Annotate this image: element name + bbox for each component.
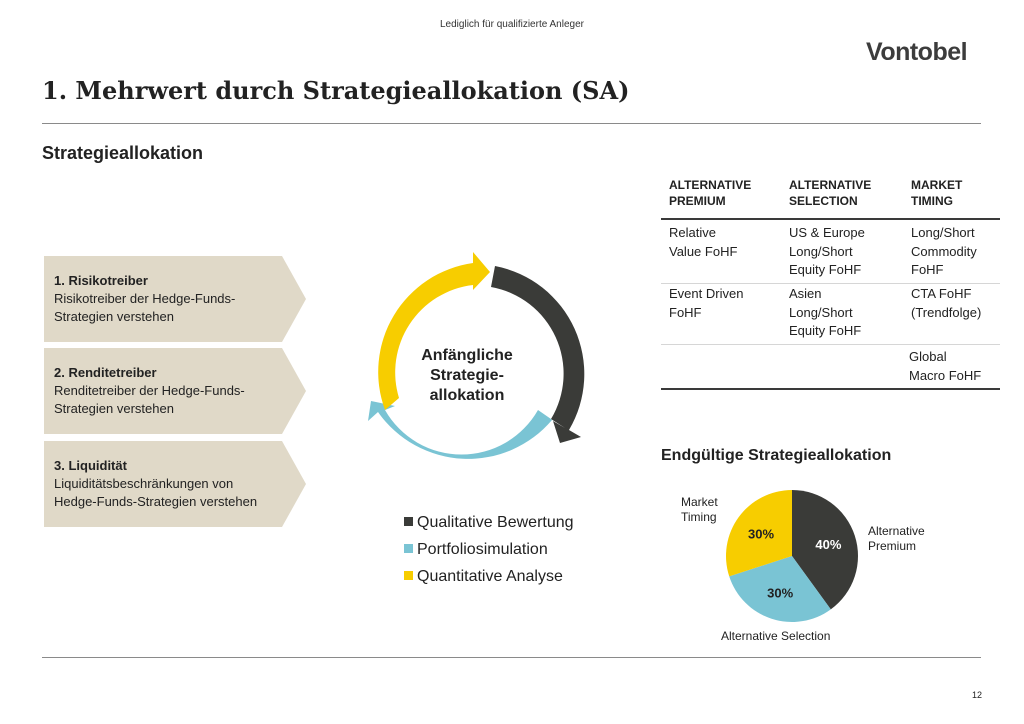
header-line: PREMIUM — [669, 194, 726, 208]
header-line: ALTERNATIVE — [789, 178, 872, 192]
page-number: 12 — [971, 690, 982, 700]
table-cell — [669, 285, 743, 322]
cell-line: FoHF — [911, 262, 944, 277]
label-line: Alternative Selection — [721, 629, 831, 643]
label-line: Timing — [681, 510, 717, 524]
step-desc-line: Hedge-Funds-Strategien verstehen — [54, 494, 258, 509]
cycle-legend — [404, 514, 574, 586]
cycle-center-line: Anfängliche — [421, 347, 513, 364]
table-cell — [669, 224, 737, 261]
step-return-drivers — [44, 348, 306, 434]
legend-swatch — [404, 544, 413, 553]
step-desc-line: Strategien verstehen — [54, 401, 174, 416]
step-text — [54, 457, 257, 511]
header-line: MARKET — [911, 178, 963, 192]
header-line: TIMING — [911, 194, 953, 208]
label-line: Market — [681, 495, 718, 509]
step-text — [54, 272, 235, 326]
legend-item — [404, 568, 574, 586]
cell-line: CTA FoHF — [911, 286, 972, 301]
cell-line: (Trendfolge) — [911, 304, 982, 320]
simulation-arc — [368, 401, 552, 459]
legend-swatch — [404, 517, 413, 526]
step-heading: 2. Renditetreiber — [54, 365, 157, 380]
step-risk-drivers — [44, 256, 306, 342]
footer-divider — [42, 657, 981, 658]
pie-label-market-timing — [681, 495, 718, 525]
header-line: ALTERNATIVE — [669, 178, 752, 192]
pie-label-alternative-selection — [721, 629, 830, 644]
table-cell — [911, 285, 981, 322]
slice-market-timing-value-label: 30% — [748, 526, 775, 542]
table-header — [789, 177, 871, 209]
title-divider — [42, 123, 981, 124]
table-row-rule — [661, 283, 1000, 284]
table-header — [669, 177, 751, 209]
cell-line: Value FoHF — [669, 243, 738, 259]
cell-line: US & Europe — [789, 225, 865, 240]
cell-line: Equity FoHF — [789, 262, 862, 277]
legend-swatch — [404, 571, 413, 580]
legend-item — [404, 514, 574, 532]
cell-line: Long/Short — [789, 304, 853, 320]
table-header — [911, 177, 962, 209]
slice-alternative-selection-value-label: 30% — [767, 585, 794, 601]
table-header-rule — [661, 218, 1000, 220]
table-cell — [789, 224, 865, 280]
legend-label: Quantitative Analyse — [417, 568, 563, 585]
pie-label-alternative-premium — [868, 524, 925, 554]
step-heading: 1. Risikotreiber — [54, 273, 148, 288]
section-subtitle: Strategieallokation — [42, 143, 204, 163]
cell-line: Global — [909, 349, 947, 364]
table-bottom-rule — [661, 388, 1000, 390]
legend-label: Qualitative Bewertung — [417, 514, 574, 531]
cell-line: Asien — [789, 286, 822, 301]
table-cell — [909, 348, 981, 385]
step-desc-line: Liquiditätsbeschränkungen von — [54, 476, 234, 491]
cycle-center-line: Strategie- — [430, 367, 504, 384]
cell-line: Event Driven — [669, 286, 744, 301]
table-row-rule — [661, 344, 1000, 345]
header-line: SELECTION — [789, 194, 858, 208]
cell-line: Long/Short — [789, 243, 853, 259]
table-cell — [789, 285, 861, 341]
page-title: 1. Mehrwert durch Strategieallokation (SA) — [42, 76, 630, 105]
cycle-diagram — [355, 240, 595, 490]
step-desc-line: Risikotreiber der Hedge-Funds- — [54, 291, 236, 306]
table-cell — [911, 224, 977, 280]
step-desc-line: Strategien verstehen — [54, 309, 174, 324]
allocation-pie-chart — [720, 488, 864, 628]
step-text — [54, 364, 245, 418]
cell-line: Commodity — [911, 243, 977, 259]
label-line: Premium — [868, 539, 917, 553]
label-line: Alternative — [868, 524, 925, 538]
legend-label: Portfoliosimulation — [417, 541, 548, 558]
step-desc-line: Renditetreiber der Hedge-Funds- — [54, 383, 245, 398]
disclaimer-text: Lediglich für qualifizierte Anleger — [440, 19, 584, 30]
cell-line: FoHF — [669, 304, 702, 320]
cell-line: Long/Short — [911, 225, 975, 240]
cell-line: Relative — [669, 225, 716, 240]
pie-chart-title: Endgültige Strategieallokation — [661, 447, 892, 464]
legend-item — [404, 541, 574, 559]
cycle-center-line: allokation — [429, 387, 505, 404]
slice-alternative-premium-value-label: 40% — [815, 537, 842, 553]
cell-line: Equity FoHF — [789, 323, 862, 338]
step-heading: 3. Liquidität — [54, 458, 127, 473]
step-liquidity — [44, 441, 306, 527]
cell-line: Macro FoHF — [909, 367, 982, 383]
vontobel-logo: Vontobel — [866, 38, 968, 66]
